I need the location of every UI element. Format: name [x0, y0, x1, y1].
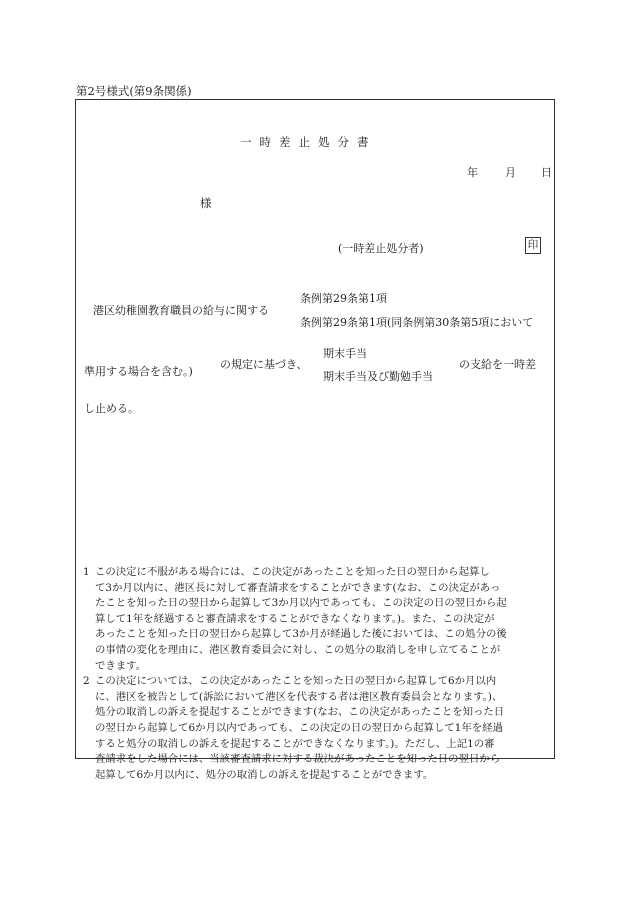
body-line2-lead: 準用する場合を含む。) [84, 365, 193, 378]
note-line: て3か月以内に、港区長に対して審査請求をすることができます(なお、この決定があっ [95, 581, 501, 594]
note-line: 処分の取消しの訴えを提起することができます(なお、この決定があったことを知った日 [95, 706, 505, 719]
seal-mark: 印 [525, 237, 541, 254]
note-item [83, 565, 553, 674]
note-line: できます。 [95, 659, 147, 672]
addressee-suffix: 様 [200, 196, 212, 210]
document-title: 一時差止処分書 [240, 135, 377, 149]
note-line: に、港区を被告として(訴訟において港区を代表する者は港区教育委員会となります。)、 [95, 690, 503, 703]
note-line: 起算して6か月以内に、処分の取消しの訴えを提起することができます。 [95, 768, 434, 781]
issuer-label: (一時差止処分者) [338, 242, 424, 255]
body-line2-mid: の規定に基づき、 [220, 358, 308, 371]
note-line: 算して1年を経過すると審査請求をすることができなくなります。)。また、この決定が [95, 612, 495, 625]
note-number: 1 [83, 566, 90, 578]
date-month-label: 月 [505, 166, 516, 179]
note-line: すると処分の取消しの訴えを提起することができなくなります。)。ただし、上記1の審 [95, 737, 495, 750]
note-line: あったことを知った日の翌日から起算して3か月が経過した後においては、この処分の後 [95, 628, 507, 641]
body-line3: し止める。 [84, 402, 139, 415]
note-line: の事情の変化を理由に、港区教育委員会に対し、この処分の取消しを申し立てることが [95, 643, 501, 656]
note-line: この決定については、この決定があったことを知った日の翌日から起算して6か月以内 [95, 675, 497, 688]
note-line: 査請求をした場合には、当該審査請求に対する裁決があったことを知った日の翌日から [95, 753, 501, 766]
notes-section [83, 565, 553, 783]
body-line2-option2: 期末手当及び勤勉手当 [323, 370, 433, 383]
date-year-label: 年 [467, 166, 478, 179]
body-line2-tail: の支給を一時差 [459, 358, 536, 371]
note-number: 2 [83, 675, 90, 688]
note-line: この決定に不服がある場合には、この決定があったことを知った日の翌日から起算し [95, 566, 490, 578]
body-line2-option1: 期末手当 [323, 347, 367, 360]
body-line1-option1: 条例第29条第1項 [300, 292, 387, 305]
note-item [83, 674, 553, 783]
note-line: たことを知った日の翌日から起算して3か月以内であっても、この決定の日の翌日から起 [95, 597, 507, 610]
body-line1-lead: 港区幼稚園教育職員の給与に関する [93, 304, 269, 317]
form-number-label: 第2号様式(第9条関係) [76, 84, 192, 98]
date-day-label: 日 [541, 166, 552, 179]
note-line: の翌日から起算して6か月以内であっても、この決定の日の翌日から起算して1年を経過 [95, 721, 503, 734]
body-line1-option2: 条例第29条第1項(同条例第30条第5項において [300, 316, 534, 329]
